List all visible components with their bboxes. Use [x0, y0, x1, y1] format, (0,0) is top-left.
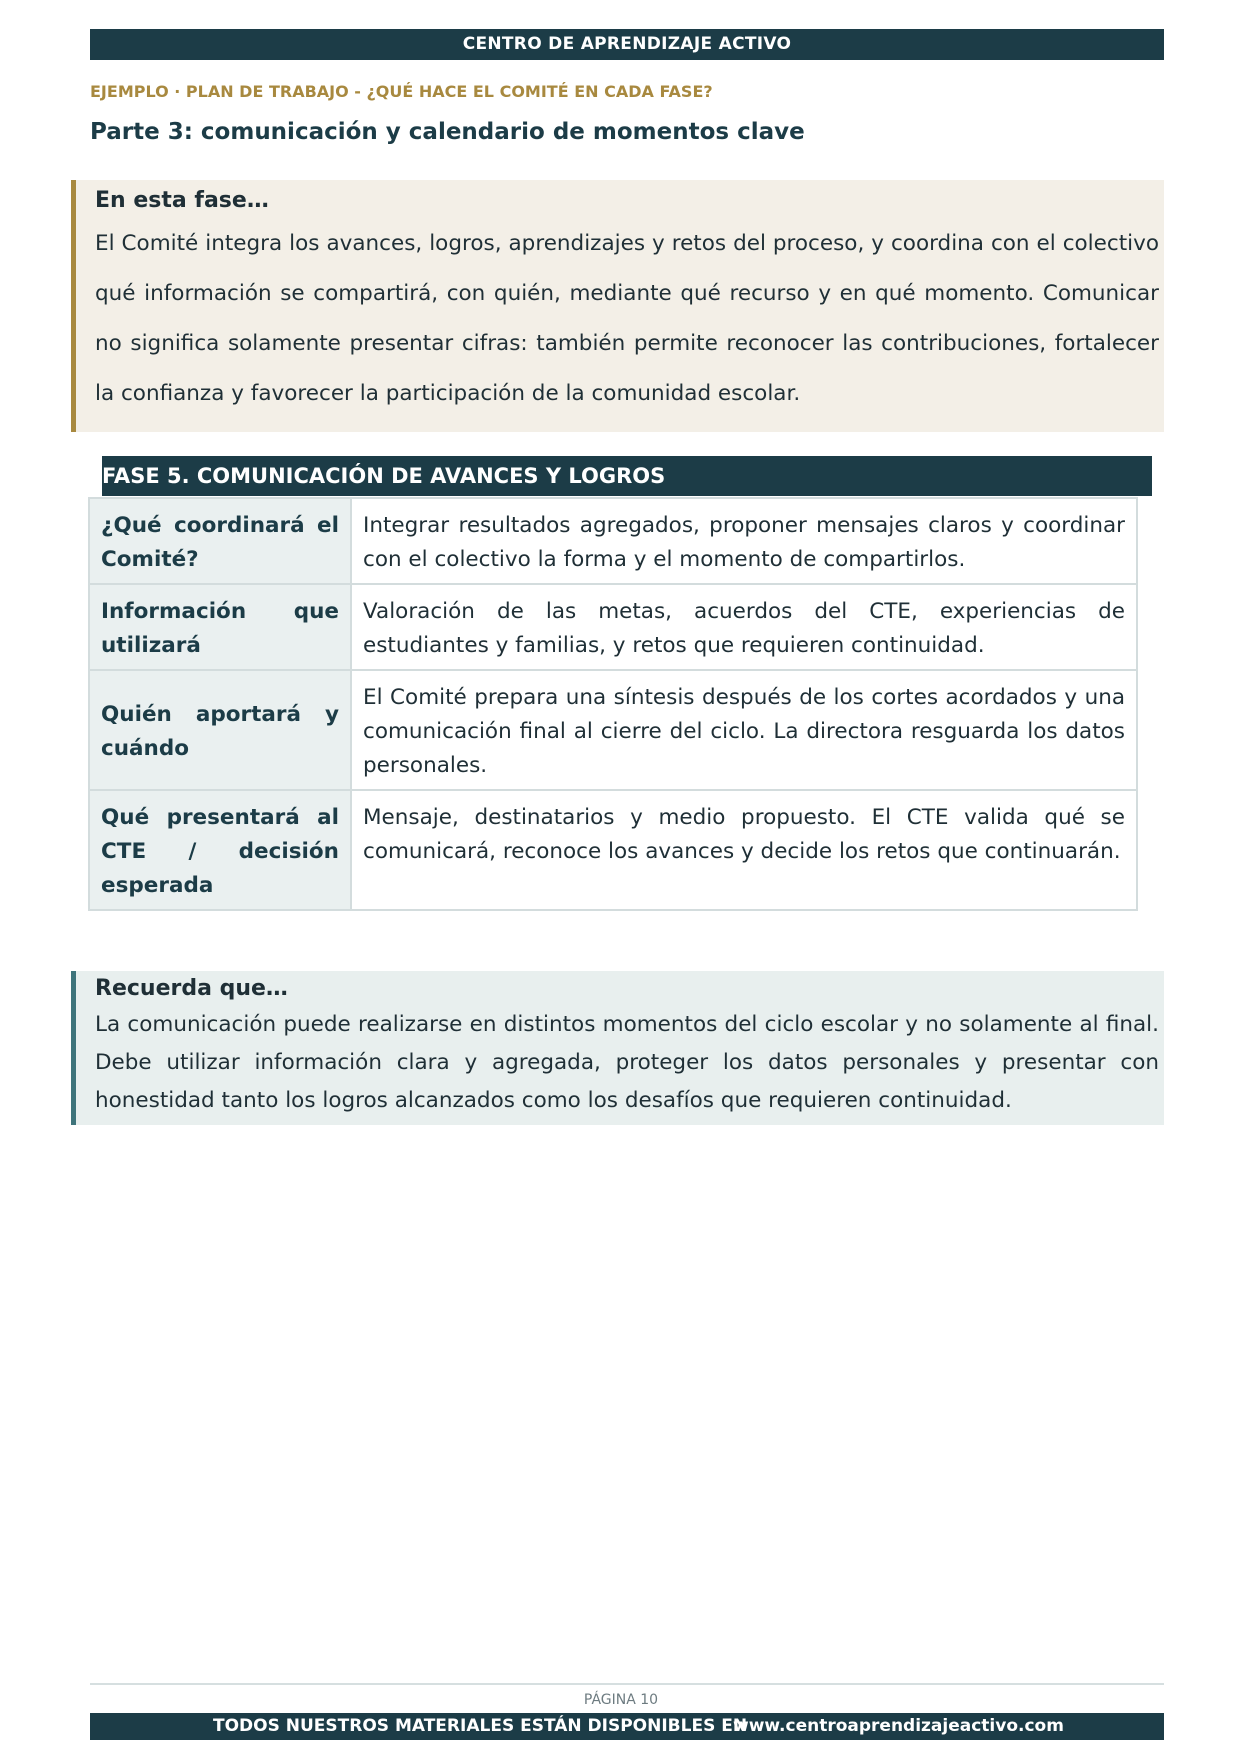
- table-row-answer: Valoración de las metas, acuerdos del CTE, experiencias de estudiantes y familias, y retos que requieren continuidad.: [351, 584, 1137, 670]
- footer-banner-text: TODOS NUESTROS MATERIALES ESTÁN DISPONIBLES EN: [213, 1716, 748, 1736]
- phase-table: [88, 497, 1138, 911]
- table-row-answer: Integrar resultados agregados, proponer mensajes claros y coordinar con el colectivo la forma y el momento de compartirlos.: [351, 498, 1137, 584]
- remember-callout-body: La comunicación puede realizarse en distintos momentos del ciclo escolar y no solamente al final. Debe utilizar información clara y agregada, proteger los datos personales y presentar con honestidad tanto los logros alcanzados como los desafíos que requieren continuidad.: [95, 1012, 1159, 1113]
- table-row: [89, 670, 1137, 790]
- table-row-question: Qué presentará al CTE / decisión esperada: [89, 790, 351, 910]
- phase-callout-heading: En esta fase…: [95, 188, 269, 213]
- phase-callout-body: El Comité integra los avances, logros, aprendizajes y retos del proceso, y coordina con el colectivo qué información se compartirá, con quién, mediante qué recurso y en qué momento. Comunicar no significa solamente presentar cifras: también permite reconocer las contribuciones, fortalecer la confianza y favorecer la participación de la comunidad escolar.: [95, 231, 1159, 406]
- table-row: [89, 584, 1137, 670]
- table-row-answer: El Comité prepara una síntesis después de los cortes acordados y una comunicación final al cierre del ciclo. La directora resguarda los datos personales.: [351, 670, 1137, 790]
- table-row-question: ¿Qué coordinará el Comité?: [89, 498, 351, 584]
- table-row-question: Quién aportará y cuándo: [89, 670, 351, 790]
- table-row-answer: Mensaje, destinatarios y medio propuesto. El CTE valida qué se comunicará, reconoce los avances y decide los retos que continuarán.: [351, 790, 1137, 910]
- footer-banner: [90, 1713, 1164, 1740]
- remember-callout-heading: Recuerda que…: [95, 976, 288, 1001]
- phase-table-title: FASE 5. COMUNICACIÓN DE AVANCES Y LOGROS: [102, 456, 1152, 496]
- footer-divider: [90, 1683, 1164, 1685]
- table-row: [89, 790, 1137, 910]
- website-link[interactable]: www.centroaprendizajeactivo.com: [733, 1716, 1064, 1736]
- page-number: PÁGINA 10: [583, 1692, 659, 1708]
- table-row: [89, 498, 1137, 584]
- table-row-question: Información que utilizará: [89, 584, 351, 670]
- phase-callout: [71, 180, 1164, 432]
- top-banner: CENTRO DE APRENDIZAJE ACTIVO: [90, 29, 1164, 60]
- section-kicker: EJEMPLO · PLAN DE TRABAJO - ¿QUÉ HACE EL COMITÉ EN CADA FASE?: [90, 82, 713, 101]
- page-title: Parte 3: comunicación y calendario de momentos clave: [90, 119, 805, 145]
- remember-callout: [71, 971, 1164, 1125]
